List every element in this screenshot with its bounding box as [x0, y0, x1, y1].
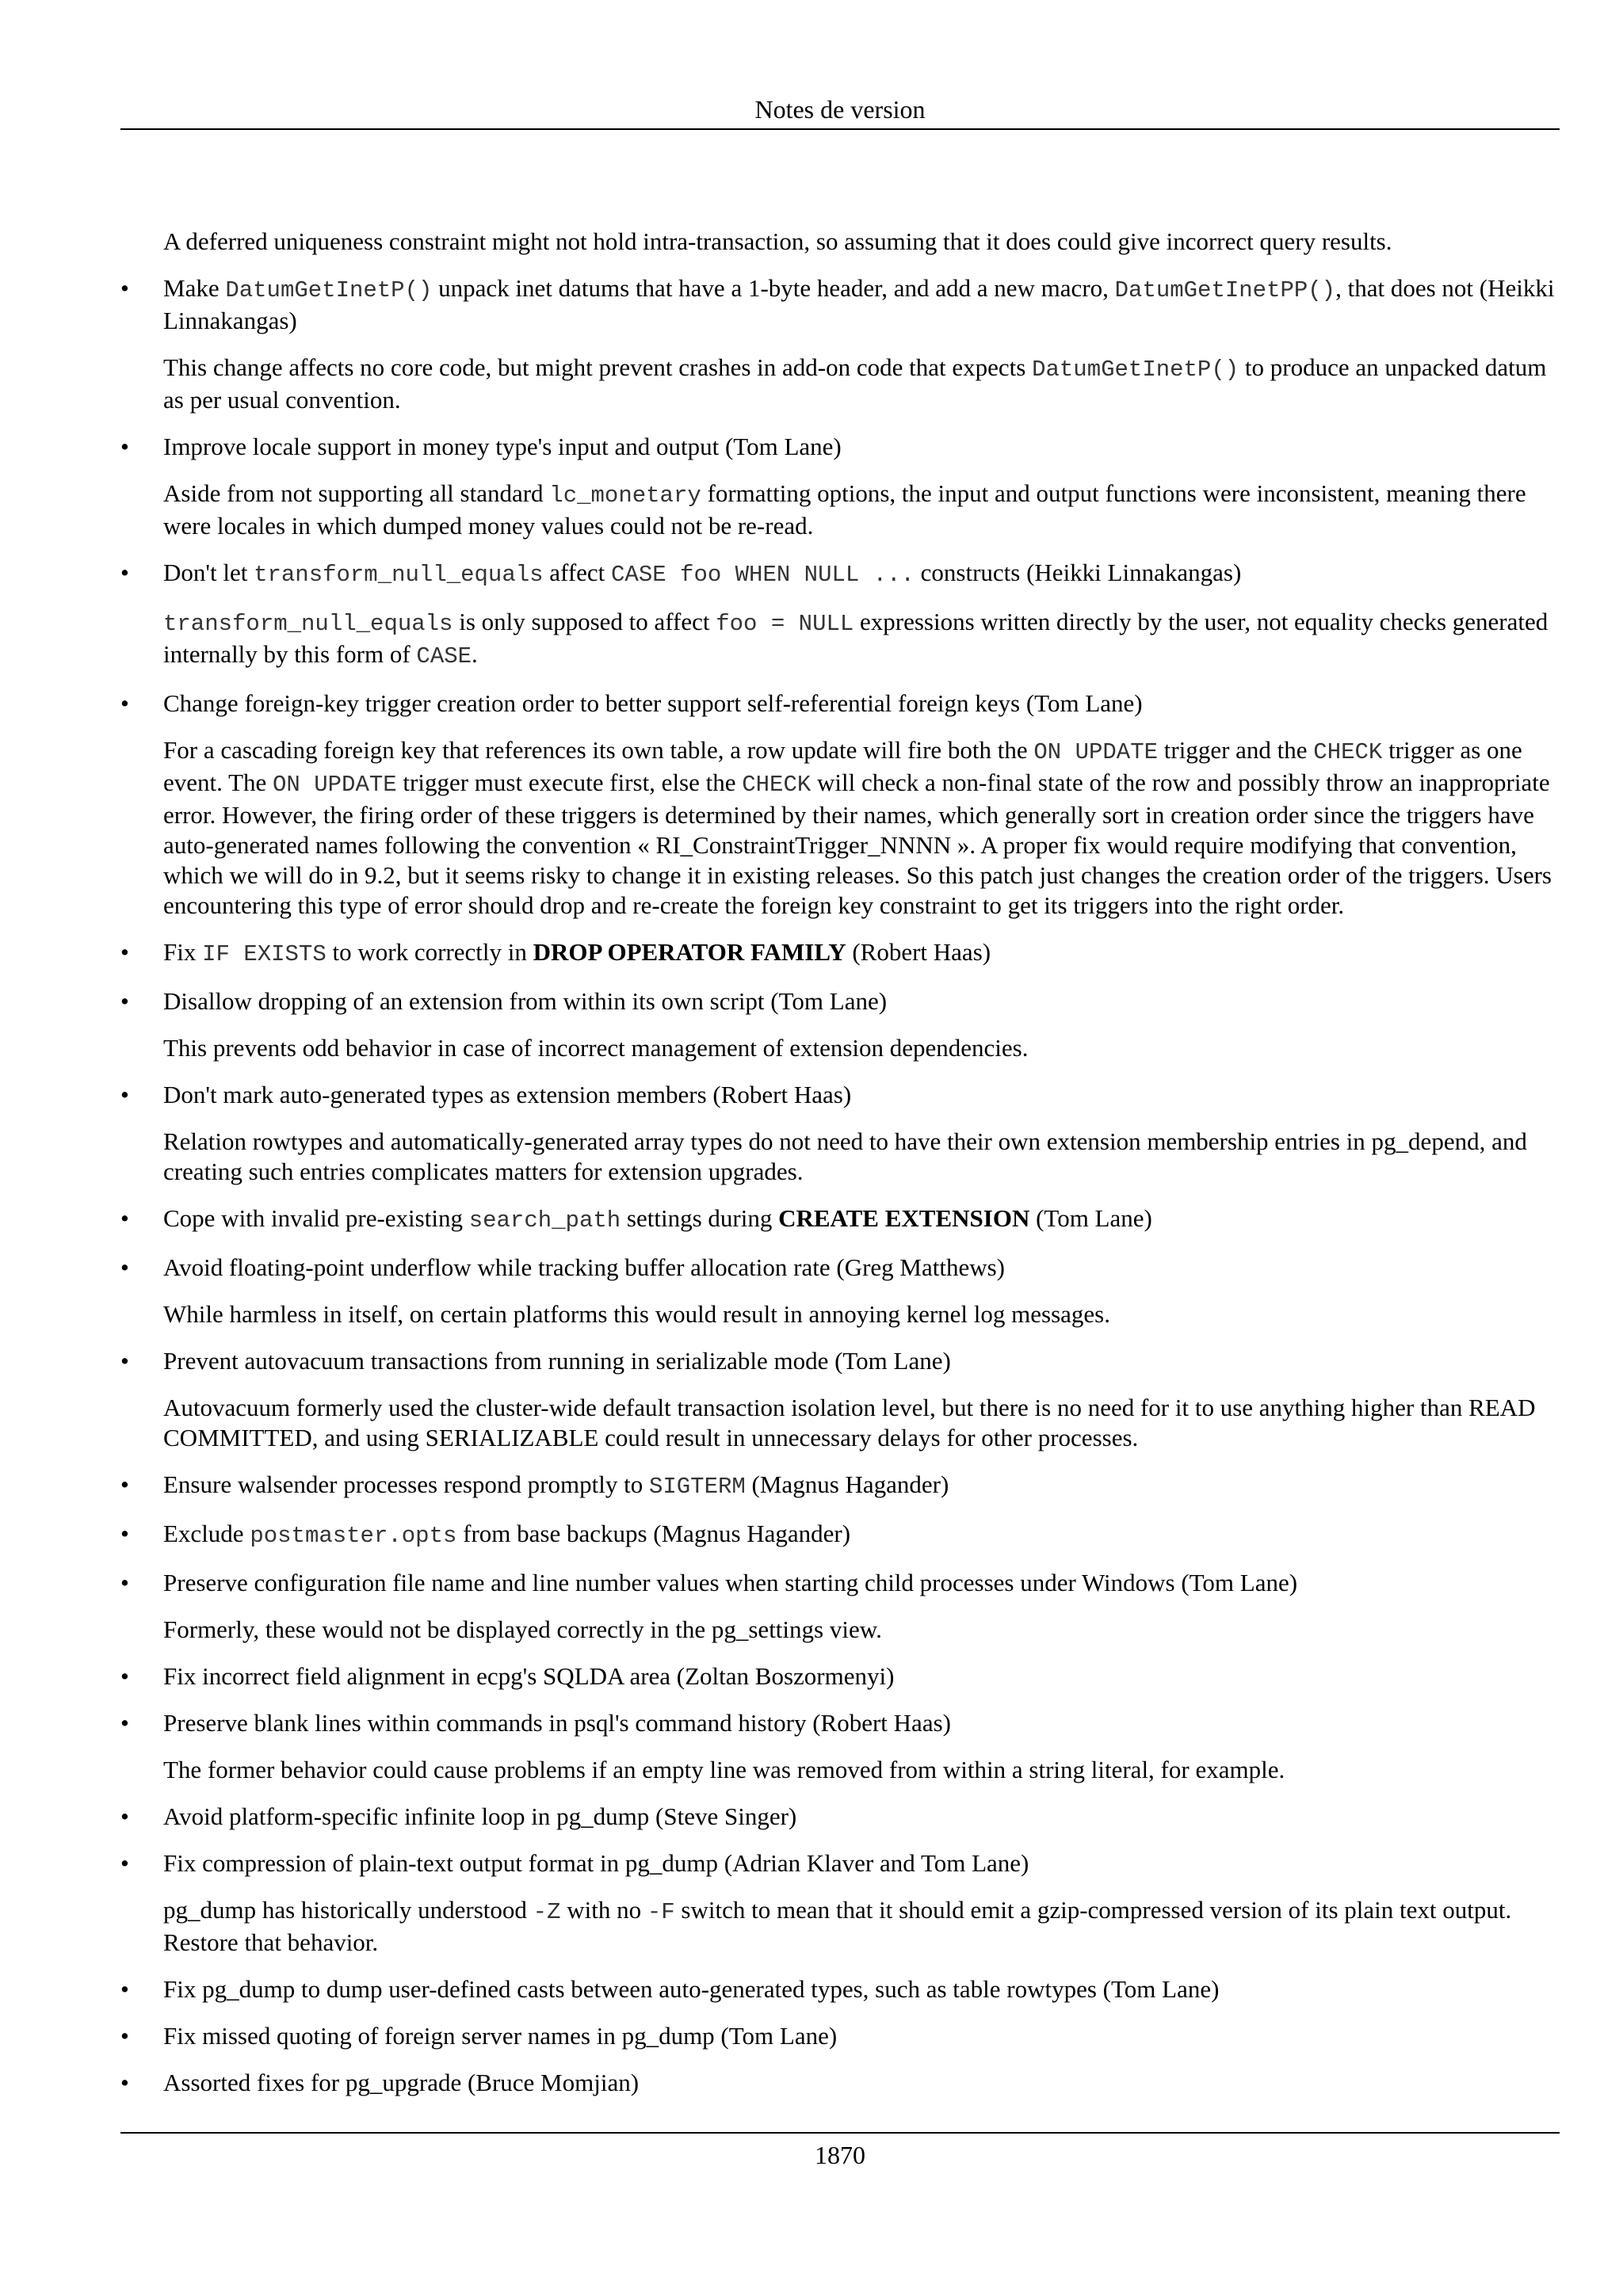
running-header: Notes de version: [754, 95, 926, 124]
item-text: Fix IF EXISTS to work correctly in DROP OPERATOR FAMILY (Robert Haas): [163, 938, 991, 967]
bullet: •: [120, 1470, 129, 1498]
item-text: Change foreign-key trigger creation order to better support self-referential foreign keys (Tom Lane): [163, 689, 1143, 717]
bullet: •: [120, 1347, 129, 1375]
release-note-item: [120, 1470, 1560, 1502]
release-note-item: [120, 1661, 1560, 1691]
footer-rule: [120, 2132, 1560, 2134]
item-text: Make DatumGetInetP() unpack inet datums that have a 1-byte header, and add a new macro, DatumGetInetPP(), that does not (Heikki Linnakangas): [163, 274, 1555, 334]
bullet: •: [120, 689, 129, 717]
bullet: •: [120, 1204, 129, 1232]
page-number: 1870: [815, 2141, 865, 2169]
item-text: Don't let transform_null_equals affect CASE foo WHEN NULL ... constructs (Heikki Linnakangas): [163, 559, 1242, 588]
item-text: Avoid floating-point underflow while tracking buffer allocation rate (Greg Matthews): [163, 1253, 1005, 1281]
release-note-item: [120, 1802, 1560, 1832]
release-note-item: [120, 1346, 1560, 1453]
release-note-item: [120, 1253, 1560, 1329]
release-note-item: [120, 1848, 1560, 1958]
release-note-item: [120, 937, 1560, 970]
bullet: •: [120, 1569, 129, 1596]
item-text: Fix incorrect field alignment in ecpg's SQLDA area (Zoltan Boszormenyi): [163, 1662, 895, 1690]
bullet: •: [120, 559, 129, 586]
release-note-item: [120, 1568, 1560, 1645]
item-description: For a cascading foreign key that references its own table, a row update will fire both the ON UPDATE trigger and the CHECK trigger as one event. The ON UPDATE trigger must execute first, else the CHECK will check a non-final state of the row and possibly throw an inappropriate error. However, the firing order of these triggers is determined by their names, which generally sort in creation order since the triggers have auto-generated names following the convention « RI_ConstraintTrigger_NNNN ». A proper fix would require modifying that convention, which we will do in 9.2, but it seems risky to change it in existing releases. So this patch just changes the creation order of the triggers. Users encountering this type of error should drop and re-create the foreign key constraint to get its triggers into the right order.: [163, 736, 1552, 919]
bullet: •: [120, 938, 129, 966]
release-note-item: [120, 273, 1560, 415]
item-text: Preserve blank lines within commands in psql's command history (Robert Haas): [163, 1709, 951, 1737]
item-text: Fix pg_dump to dump user-defined casts between auto-generated types, such as table rowtypes (Tom Lane): [163, 1975, 1220, 2003]
release-note-item: [120, 1203, 1560, 1236]
release-note-item: [120, 1974, 1560, 2004]
item-description: Relation rowtypes and automatically-generated array types do not need to have their own extension membership entries in pg_depend, and creating such entries complicates matters for extension upgrades.: [163, 1127, 1527, 1185]
item-text: Exclude postmaster.opts from base backups (Magnus Hagander): [163, 1520, 851, 1549]
bullet: •: [120, 1081, 129, 1108]
item-text: Ensure walsender processes respond promptly to SIGTERM (Magnus Hagander): [163, 1470, 949, 1500]
page-content: [120, 227, 1560, 2115]
item-text: Assorted fixes for pg_upgrade (Bruce Momjian): [163, 2069, 640, 2096]
item-description: This prevents odd behavior in case of incorrect management of extension dependencies.: [163, 1034, 1029, 1062]
item-text: Cope with invalid pre-existing search_path settings during CREATE EXTENSION (Tom Lane): [163, 1204, 1152, 1234]
bullet: •: [120, 1253, 129, 1281]
release-note-item: [120, 986, 1560, 1063]
release-note-item: [120, 558, 1560, 672]
item-description: Autovacuum formerly used the cluster-wide default transaction isolation level, but there is no need for it to use anything higher than READ COMMITTED, and using SERIALIZABLE could result in unnecessary delays for other processes.: [163, 1394, 1536, 1451]
item-description: This change affects no core code, but might prevent crashes in add-on code that expects DatumGetInetP() to produce an unpacked datum as per usual convention.: [163, 353, 1547, 414]
item-description: The former behavior could cause problems if an empty line was removed from within a string literal, for example.: [163, 1756, 1285, 1783]
release-note-item: [120, 2021, 1560, 2051]
release-note-item: [120, 1708, 1560, 1785]
bullet: •: [120, 2069, 129, 2096]
release-note-item: [120, 688, 1560, 921]
item-text: Don't mark auto-generated types as extension members (Robert Haas): [163, 1081, 852, 1108]
bullet: •: [120, 1662, 129, 1690]
bullet: •: [120, 274, 129, 302]
item-text: Fix missed quoting of foreign server names in pg_dump (Tom Lane): [163, 2022, 838, 2050]
intro-paragraph: A deferred uniqueness constraint might not hold intra-transaction, so assuming that it does could give incorrect query results.: [163, 227, 1392, 255]
item-description: While harmless in itself, on certain platforms this would result in annoying kernel log messages.: [163, 1300, 1110, 1328]
item-description: Aside from not supporting all standard lc_monetary formatting options, the input and output functions were inconsistent, meaning there were locales in which dumped money values could not be re-read.: [163, 479, 1526, 540]
item-description: transform_null_equals is only supposed to affect foo = NULL expressions written directly by the user, not equality checks generated internally by this form of CASE.: [163, 608, 1549, 669]
release-note-item: [120, 2068, 1560, 2098]
item-text: Improve locale support in money type's input and output (Tom Lane): [163, 433, 842, 460]
release-note-item: [120, 1519, 1560, 1551]
bullet: •: [120, 1709, 129, 1737]
release-note-item: [120, 1080, 1560, 1187]
bullet: •: [120, 1520, 129, 1547]
item-text: Disallow dropping of an extension from within its own script (Tom Lane): [163, 987, 888, 1015]
item-text: Fix compression of plain-text output format in pg_dump (Adrian Klaver and Tom Lane): [163, 1849, 1029, 1877]
item-text: Prevent autovacuum transactions from running in serializable mode (Tom Lane): [163, 1347, 951, 1375]
document-page: [120, 0, 1560, 2296]
bullet: •: [120, 987, 129, 1015]
item-description: pg_dump has historically understood -Z with no -F switch to mean that it should emit a gzip-compressed version of its plain text output. Restore that behavior.: [163, 1896, 1512, 1956]
bullet: •: [120, 433, 129, 460]
bullet: •: [120, 1802, 129, 1830]
bullet: •: [120, 1975, 129, 2003]
bullet: •: [120, 2022, 129, 2050]
item-text: Avoid platform-specific infinite loop in pg_dump (Steve Singer): [163, 1802, 797, 1830]
item-text: Preserve configuration file name and line number values when starting child processes under Windows (Tom Lane): [163, 1569, 1298, 1596]
header-rule: [120, 128, 1560, 130]
bullet: •: [120, 1849, 129, 1877]
release-note-item: [120, 432, 1560, 541]
item-description: Formerly, these would not be displayed correctly in the pg_settings view.: [163, 1615, 882, 1643]
